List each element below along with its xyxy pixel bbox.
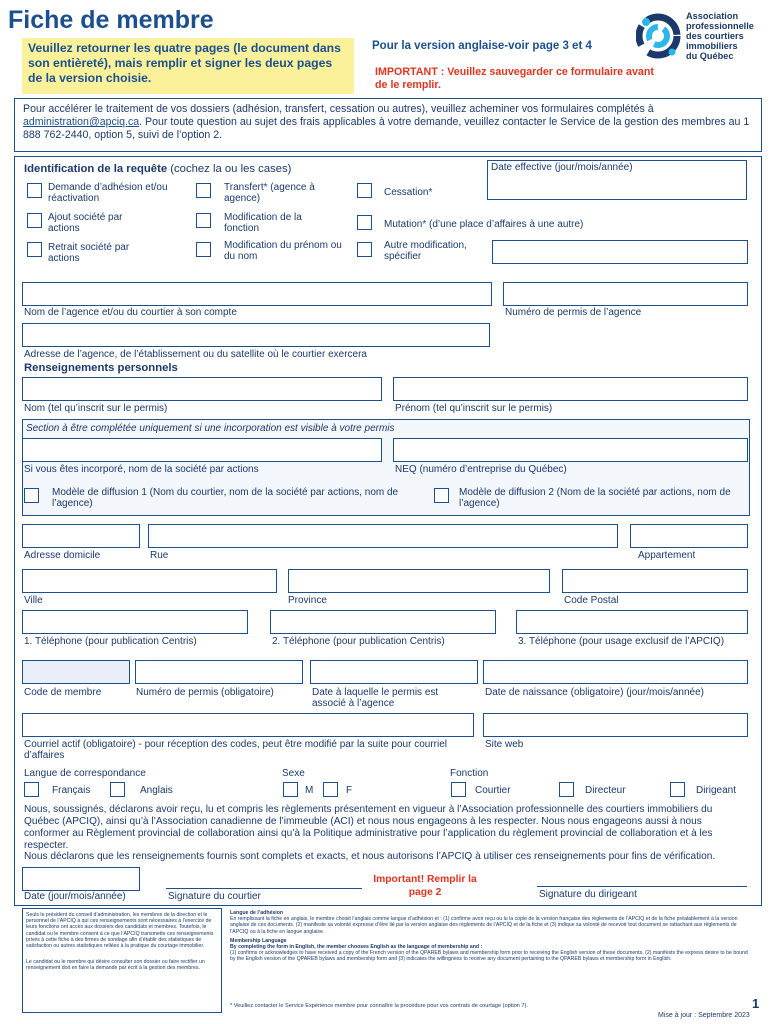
english-version-note: Pour la version anglaise-voir page 3 et 4 <box>372 40 592 52</box>
modif-fonction-checkbox[interactable] <box>196 213 211 228</box>
logo-line: Association <box>686 11 739 21</box>
modif-fonction-label: Modification de la fonction <box>224 212 302 234</box>
logo-line: immobiliers <box>686 41 738 51</box>
declaration-date-field[interactable] <box>22 867 140 891</box>
important-page2-note: Important! Remplir la page 2 <box>373 874 477 898</box>
member-code-field[interactable] <box>22 660 130 684</box>
website-label: Site web <box>485 739 524 750</box>
role-courtier-checkbox[interactable] <box>451 782 466 797</box>
model1-label: Modèle de diffusion 1 (Nom du courtier, nom de la société par actions, nom de l’agence) <box>52 487 399 509</box>
agency-name-label: Nom de l’agence et/ou du courtier à son compte <box>24 307 237 318</box>
model2-checkbox[interactable] <box>434 488 449 503</box>
page-title: Fiche de membre <box>8 6 214 34</box>
cessation-checkbox[interactable] <box>357 183 372 198</box>
function-label: Fonction <box>450 768 489 779</box>
home-address-label: Adresse domicile <box>24 550 101 561</box>
privacy-box <box>22 908 222 1013</box>
admin-email-link[interactable]: administration@apciq.ca <box>23 116 140 128</box>
model1-checkbox[interactable] <box>24 488 39 503</box>
retrait-societe-checkbox[interactable] <box>27 242 42 257</box>
autre-modif-field[interactable] <box>492 240 748 264</box>
adhesion-label: Demande d’adhésion et/ou réactivation <box>48 182 168 204</box>
postal-code-field[interactable] <box>562 569 748 593</box>
last-name-label: Nom (tel qu’inscrit sur le permis) <box>24 403 168 414</box>
privacy-text: Seuls le président du conseil d’administration, les membres de la direction et le personnel de l’APCIQ à qui ces renseignements sont nécessaires à l’exercice de leurs fonctions ont accès aux dossiers des candidats et membres. Toutefois, le candidat ou le membre consent à ce que l’APCIQ transmette ces renseignements privés à cette fiche à des firmes de sondage afin d’établir des statistiques de satisfaction ou autres statistiques reliées à la pratique du courtage immobilier. <box>26 912 214 950</box>
model2-label: Modèle de diffusion 2 (Nom de la société par actions, nom de l’agence) <box>459 487 731 509</box>
leader-signature-label: Signature du dirigeant <box>539 889 637 900</box>
personal-section-title: Renseignements personnels <box>24 362 178 374</box>
service-note: * Veuillez contacter le Service Expérience membre pour connaître la procédure pour vos contrats de courtage (option 7). <box>230 1003 528 1009</box>
permit-date-label: Date à laquelle le permis est associé à l’agence <box>312 687 439 709</box>
apciq-logo-icon <box>636 10 684 62</box>
city-field[interactable] <box>22 569 277 593</box>
lang-en-title: Membership Language <box>230 937 287 944</box>
agency-name-field[interactable] <box>22 282 492 306</box>
street-label: Rue <box>150 550 169 561</box>
leader-signature-line[interactable] <box>537 886 747 887</box>
sex-f-checkbox[interactable] <box>323 782 338 797</box>
member-code-label: Code de membre <box>24 687 102 698</box>
transfert-label: Transfert* (agence à agence) <box>224 182 315 204</box>
ajout-societe-checkbox[interactable] <box>27 213 42 228</box>
lang-fr-checkbox[interactable] <box>24 782 39 797</box>
phone3-label: 3. Téléphone (pour usage exclusif de l’APCIQ) <box>518 636 725 647</box>
home-number-field[interactable] <box>22 524 140 548</box>
agency-address-label: Adresse de l’agence, de l’établissement ou du satellite où le courtier exercera <box>24 349 367 360</box>
agency-permit-field[interactable] <box>503 282 748 306</box>
logo-line: professionnelle <box>686 21 754 31</box>
city-label: Ville <box>24 595 43 606</box>
role-dirigeant-label: Dirigeant <box>696 785 737 796</box>
province-label: Province <box>288 595 327 606</box>
rectification-text: Le candidat ou le membre qui désire consulter son dossier ou faire rectifier un renseignement doit en faire la demande par écrit à la gestion des membres. <box>26 959 205 972</box>
logo-text <box>686 11 754 61</box>
role-courtier-label: Courtier <box>475 785 511 796</box>
sex-label: Sexe <box>282 768 305 779</box>
lang-fr-body: En remplissant la fiche en anglais, le membre choisit l’anglais comme langue d’adhésion et : (1) confirme avoir reçu ou lu la copie de la version française des règlements de l’APCIQ et de la fiche préalablement à la version anglaise de ces documents. (2) manifeste sa volonté expresse d’être lié par la version anglaise des règlements de l’APCIQ et de la fiche et (3) indique sa volonté de recevoir tout document se rattachant aux règlements de l’APCIQ ou à la fiche en langue anglaise. <box>230 916 738 935</box>
mutation-checkbox[interactable] <box>357 215 372 230</box>
permit-number-label: Numéro de permis (obligatoire) <box>136 687 274 698</box>
broker-signature-label: Signature du courtier <box>168 891 261 902</box>
page-number: 1 <box>752 996 760 1011</box>
sex-f-label: F <box>346 785 353 796</box>
apartment-label: Appartement <box>638 550 696 561</box>
request-heading-hint: (cochez la ou les cases) <box>170 163 292 175</box>
email-field[interactable] <box>22 713 474 737</box>
role-dirigeant-checkbox[interactable] <box>670 782 685 797</box>
language-label: Langue de correspondance <box>24 768 146 779</box>
company-name-field[interactable] <box>22 438 382 462</box>
postal-code-label: Code Postal <box>564 595 619 606</box>
yellow-instruction-text: Veuillez retourner les quatre pages (le document dans son entièreté), mais remplir et signer les deux pages de la version choisie. <box>28 41 341 85</box>
role-directeur-label: Directeur <box>585 785 626 796</box>
role-directeur-checkbox[interactable] <box>559 782 574 797</box>
lang-fr-title: Langue de l’adhésion <box>230 910 284 916</box>
intro-text-end: . Pour toute question au sujet des frais applicables à votre demande, veuillez contacter le Service de la gestion des membres au 1 888 762-2440, option 5, suivi de l’option 2. <box>23 116 750 141</box>
logo-line: des courtiers <box>686 31 744 41</box>
agency-permit-label: Numéro de permis de l’agence <box>505 307 642 318</box>
modif-nom-label: Modification du prénom ou du nom <box>224 240 342 262</box>
request-heading: Identification de la requête <box>24 163 168 175</box>
adhesion-checkbox[interactable] <box>27 183 42 198</box>
permit-number-field[interactable] <box>135 660 303 684</box>
lang-en-sub: By completing the form in English, the member chooses English as the language of membership and : <box>230 944 483 951</box>
transfert-checkbox[interactable] <box>196 183 211 198</box>
phone2-label: 2. Téléphone (pour publication Centris) <box>272 636 445 647</box>
neq-field[interactable] <box>393 438 748 462</box>
sex-m-checkbox[interactable] <box>283 782 298 797</box>
first-name-label: Prénom (tel qu’inscrit sur le permis) <box>395 403 553 414</box>
sex-m-label: M <box>305 785 314 796</box>
phone1-label: 1. Téléphone (pour publication Centris) <box>24 636 197 647</box>
declaration-date-label: Date (jour/mois/année) <box>24 891 126 902</box>
modif-nom-checkbox[interactable] <box>196 242 211 257</box>
membership-language-box <box>228 908 752 1016</box>
logo-line: du Québec <box>686 51 734 61</box>
phone2-field[interactable] <box>270 610 496 634</box>
intro-box <box>14 98 762 152</box>
ajout-societe-label: Ajout société par actions <box>48 212 123 234</box>
lang-en-checkbox[interactable] <box>110 782 125 797</box>
effective-date-label: Date effective (jour/mois/année) <box>491 162 633 173</box>
autre-modif-label: Autre modification, spécifier <box>384 240 467 262</box>
incorporation-note: Section à être complétée uniquement si une incorporation est visible à votre permis <box>26 423 395 434</box>
mutation-label: Mutation* (d’une place d’affaires à une autre) <box>384 219 584 230</box>
permit-date-field[interactable] <box>310 660 478 684</box>
yellow-instruction-box <box>22 38 354 94</box>
phone1-field[interactable] <box>22 610 248 634</box>
lang-en-label: Anglais <box>140 785 173 796</box>
request-section-title <box>24 163 291 175</box>
agency-address-field[interactable] <box>22 323 490 347</box>
update-date: Mise à jour : Septembre 2023 <box>658 1012 750 1019</box>
declaration-verification: Nous déclarons que les renseignements fournis sont complets et exacts, et nous autorisons l’APCIQ à utiliser ces renseignements pour fins de vérification. <box>24 851 716 862</box>
apartment-field[interactable] <box>630 524 748 548</box>
birth-date-field[interactable] <box>483 660 748 684</box>
cessation-label: Cessation* <box>384 187 433 198</box>
company-name-label: Si vous êtes incorporé, nom de la société par actions <box>24 464 259 475</box>
last-name-field[interactable] <box>22 377 382 401</box>
first-name-field[interactable] <box>393 377 748 401</box>
retrait-societe-label: Retrait société par actions <box>48 242 130 264</box>
street-field[interactable] <box>148 524 618 548</box>
intro-text-start: Pour accélérer le traitement de vos dossiers (adhésion, transfert, cessation ou autres), veuillez acheminer vos formulaires complétés à <box>23 103 654 115</box>
province-field[interactable] <box>288 569 550 593</box>
phone3-field[interactable] <box>516 610 748 634</box>
broker-signature-line[interactable] <box>166 888 362 889</box>
autre-modif-checkbox[interactable] <box>357 242 372 257</box>
email-label: Courriel actif (obligatoire) - pour réception des codes, peut être modifié par la suite pour courriel d’affaires <box>24 739 447 761</box>
declaration-paragraph: Nous, soussignés, déclarons avoir reçu, lu et compris les règlements présentement en vigueur à l’Association professionnelle des courtiers immobiliers du Québec (APCIQ), ainsi qu’à l’Association canadienne de l’immeuble (ACI) et nous nous engageons à les respecter. Nous nous engageons aussi à nous conformer au Règlement provincial de collaboration ainsi qu’à la Politique administrative pour l’application du règlement provincial de collaboration et à les respecter. <box>24 804 713 851</box>
birth-date-label: Date de naissance (obligatoire) (jour/mois/année) <box>485 687 705 698</box>
lang-en-body: (1) confirms or acknowledges to have received a copy of the French version of the QPAREB bylaws and membership form prior to receiving the English version of these documents. (2) manifests the express desire to be bound by the English version of the QPAREB bylaws and membership form and (3) indicates the willingness to receive any document pertaining to the QPAREB bylaws et membership form in English. <box>230 950 748 963</box>
neq-label: NEQ (numéro d’entreprise du Québec) <box>395 464 567 475</box>
lang-fr-label: Français <box>52 785 91 796</box>
website-field[interactable] <box>483 713 748 737</box>
important-save-note: IMPORTANT : Veuillez sauvegarder ce formulaire avant de le remplir. <box>375 66 654 91</box>
